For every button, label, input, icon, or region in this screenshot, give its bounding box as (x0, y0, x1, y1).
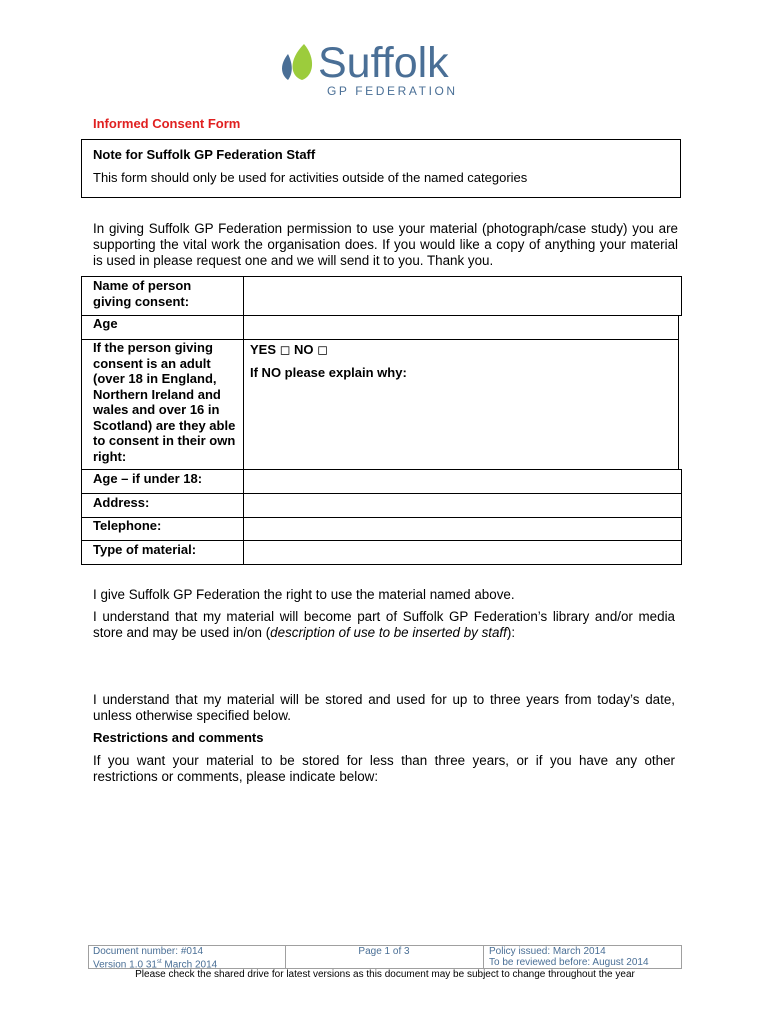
library-use-text-b: ): (506, 625, 516, 640)
footer-version-a: Version 1.0 31 (93, 959, 157, 971)
name-field[interactable] (243, 276, 682, 316)
adult-consent-label-cell (81, 339, 244, 470)
footer-version-sup: st (156, 959, 162, 965)
address-label: Address: (93, 495, 150, 510)
restrictions-text: If you want your material to be stored for less than three years, or if you have any other restrictions or comments, please indicate below: (93, 753, 675, 784)
explain-prompt: If NO please explain why: (250, 365, 407, 380)
telephone-label: Telephone: (93, 518, 162, 533)
address-label-cell (81, 493, 244, 518)
footer-box (88, 945, 682, 969)
leaf-logo-icon (278, 40, 322, 84)
adult-consent-field[interactable] (243, 339, 679, 470)
footer-version-b: March 2014 (161, 959, 218, 971)
form-title: Informed Consent Form (93, 116, 241, 131)
footer-page-number: Page 1 of 3 (358, 946, 410, 957)
logo-wordmark: Suffolk (318, 39, 449, 87)
under18-label: Age – if under 18: (93, 471, 203, 486)
give-right-text: I give Suffolk GP Federation the right to use the material named above. (93, 587, 515, 602)
footer-review-date: To be reviewed before: August 2014 (489, 957, 649, 968)
library-use-text-a: I understand that my material will become part of Suffolk GP Federation’s library and/or media store and may be used in/on ( (93, 609, 675, 640)
address-field[interactable] (243, 493, 682, 518)
footer-doc-number: Document number: #014 (93, 946, 204, 957)
name-label: Name of person giving consent: (93, 278, 192, 309)
material-field[interactable] (243, 540, 682, 565)
material-label-cell (81, 540, 244, 565)
age-label: Age (93, 316, 118, 331)
yes-no-checkboxes[interactable]: YES ◻ NO ◻ (250, 342, 328, 357)
footer-note: Please check the shared drive for latest versions as this document may be subject to change throughout the year (135, 969, 635, 980)
age-label-cell (81, 315, 244, 340)
adult-consent-label: If the person giving consent is an adult (over 18 in England, Northern Ireland and wales and over 16 in Scotland) are they able to consent in their own right: (93, 340, 236, 464)
under18-label-cell (81, 469, 244, 494)
footer-policy-issued: Policy issued: March 2014 (489, 946, 606, 957)
age-field[interactable] (243, 315, 679, 340)
intro-paragraph: In giving Suffolk GP Federation permission to use your material (photograph/case study) you are supporting the vital work the organisation does. If you would like a copy of anything your material is used in please request one and we will send it to you. Thank you. (93, 221, 678, 268)
staff-note-heading: Note for Suffolk GP Federation Staff (93, 147, 316, 162)
storage-text: I understand that my material will be stored and used for up to three years from today’s date, unless otherwise specified below. (93, 692, 675, 723)
under18-field[interactable] (243, 469, 682, 494)
restrictions-heading: Restrictions and comments (93, 730, 264, 745)
name-label-cell (81, 276, 244, 316)
logo-subtitle: GP FEDERATION (327, 84, 458, 98)
logo (278, 38, 478, 100)
material-label: Type of material: (93, 542, 197, 557)
library-use-text (93, 609, 675, 641)
staff-note-text: This form should only be used for activities outside of the named categories (93, 170, 528, 185)
telephone-label-cell (81, 517, 244, 541)
staff-note-box (81, 139, 681, 198)
library-use-staff-note: description of use to be inserted by staff (270, 625, 507, 640)
telephone-field[interactable] (243, 517, 682, 541)
